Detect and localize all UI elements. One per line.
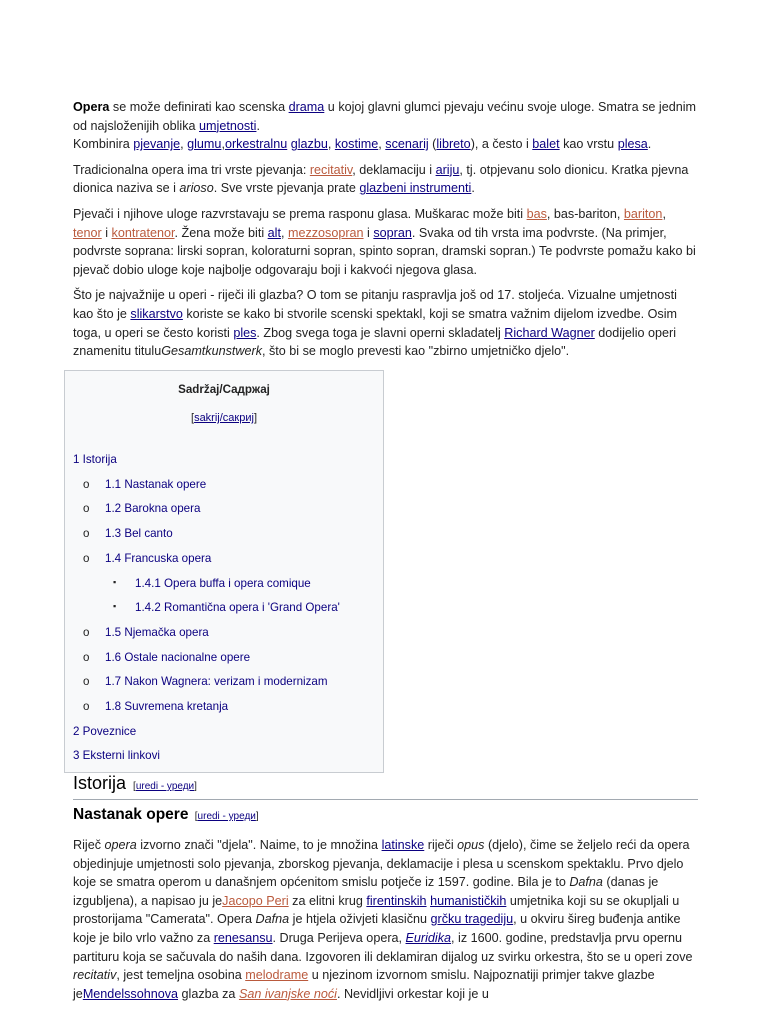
link-kontratenor[interactable]: kontratenor: [111, 225, 175, 240]
link-grcku-tragediju[interactable]: grčku tragediju: [430, 912, 514, 927]
heading-text: Nastanak opere: [73, 806, 189, 823]
link-tenor[interactable]: tenor: [73, 225, 102, 240]
text: ,: [280, 225, 288, 240]
text: .: [256, 118, 260, 133]
toc-bullet-circle: o: [83, 502, 90, 516]
text: kao vrstu: [559, 137, 618, 152]
edit-section: [133, 781, 197, 792]
link-humanistickih[interactable]: humanističkih: [430, 893, 507, 908]
italic-term: recitativ: [73, 968, 117, 983]
text: , iz 1600. godine, predstavlja prvu opernu partituru koja se sačuvala do naših dana. Izgovoren ili deklamiran dijalog uz svirku orkestra, što se u operi zove: [73, 930, 693, 964]
link-ples[interactable]: ples: [233, 325, 257, 340]
italic-term: Gesamtkunstwerk: [161, 344, 262, 359]
text: , bas-bariton,: [546, 206, 624, 221]
text: . Nevidljivi orkestar koji je u: [336, 986, 489, 1001]
bracket: [: [191, 412, 195, 424]
toc-item-label[interactable]: 1.3 Bel canto: [105, 527, 173, 541]
toc-item-label[interactable]: 1.4.1 Opera buffa i opera comique: [135, 576, 311, 590]
bracket: ]: [253, 412, 257, 424]
intro-paragraph-3: [73, 205, 698, 279]
text: .: [647, 137, 652, 152]
toc-item-label[interactable]: 1 Istorija: [73, 453, 117, 466]
toc-item-label[interactable]: 1.6 Ostale nacionalne opere: [105, 650, 251, 664]
intro-paragraph-1b: [73, 135, 698, 154]
text: ,: [662, 206, 666, 221]
bold-term: Opera: [73, 100, 110, 114]
italic-term: arioso: [179, 181, 214, 196]
bracket: [: [194, 811, 198, 822]
link-san-ivanjske-noci[interactable]: San ivanjske noći: [238, 986, 337, 1001]
intro-paragraph-1: [73, 98, 698, 135]
link-bariton[interactable]: bariton: [623, 206, 663, 221]
text: , deklamaciju i: [352, 162, 436, 177]
table-of-contents: [64, 370, 384, 773]
text: u njezinom izvornom smislu. Najpoznatiji primjer takve glazbe je: [73, 968, 655, 1001]
link-umjetnosti[interactable]: umjetnosti: [199, 118, 257, 133]
toc-item-label[interactable]: 2 Poveznice: [73, 724, 137, 738]
text: umjetnika koji su se okupljali u prostorijama "Camerata". Opera: [73, 893, 680, 927]
text: riječi: [424, 838, 458, 852]
toc-bullet-circle: o: [83, 700, 90, 713]
link-euridika[interactable]: Euridika: [405, 930, 452, 945]
link-glumu[interactable]: glumu: [187, 137, 222, 152]
text: , u okviru šireg buđenja antike koje je bilo vrlo važno za: [73, 912, 681, 945]
text: dodijelio operi znamenitu titulu: [73, 325, 676, 359]
text: ,: [327, 137, 335, 152]
link-sopran[interactable]: sopran: [373, 225, 412, 240]
italic-term: opus: [457, 838, 485, 852]
toc-bullet-square: ▪: [113, 576, 117, 587]
link-glazbu[interactable]: glazbu: [290, 137, 328, 152]
toc-bullet-circle: o: [83, 551, 90, 565]
text: glazba za: [178, 986, 239, 1001]
text: izvorno znači "djela". Naime, to je množina: [136, 838, 382, 852]
text: ), a često i: [470, 137, 533, 152]
italic-term: opera: [104, 838, 137, 852]
text: Tradicionalna opera ima tri vrste pjevanja:: [73, 162, 310, 177]
link-libreto[interactable]: libreto: [436, 137, 471, 152]
bracket: ]: [255, 811, 259, 822]
text: Kombinira: [73, 137, 134, 152]
link-slikarstvo[interactable]: slikarstvo: [130, 306, 183, 321]
bracket: [: [133, 781, 136, 792]
toc-bullet-circle: o: [83, 650, 90, 664]
toc-item-label[interactable]: 1.5 Njemačka opera: [105, 625, 209, 639]
text: je htjela oživjeti klasičnu: [289, 912, 431, 927]
link-orkestralnu[interactable]: orkestralnu: [224, 137, 288, 152]
text: i: [363, 225, 374, 240]
link-bas[interactable]: bas: [526, 206, 547, 221]
link-mezzosopran[interactable]: mezzosopran: [287, 225, 364, 240]
text: . Sve vrste pjevanja prate: [213, 181, 360, 196]
text: Pjevači i njihove uloge razvrstavaju se prema rasponu glasa. Muškarac može biti: [73, 206, 527, 221]
link-drama[interactable]: drama: [288, 100, 325, 114]
link-ariju[interactable]: ariju: [435, 162, 460, 177]
toc-bullet-circle: o: [83, 527, 90, 541]
text: .: [471, 181, 475, 196]
link-kostime[interactable]: kostime: [334, 137, 379, 152]
toc-toggle-link[interactable]: sakrij/сакриј: [194, 412, 254, 424]
text: ,: [221, 137, 225, 152]
toc-item-label[interactable]: 1.7 Nakon Wagnera: verizam i modernizam: [105, 675, 328, 689]
text: , jest temeljna osobina: [116, 968, 246, 983]
link-balet[interactable]: balet: [532, 137, 560, 152]
link-pjevanje[interactable]: pjevanje: [133, 137, 181, 152]
text: (: [428, 137, 437, 152]
bracket: ]: [194, 781, 197, 792]
toc-item-label[interactable]: 3 Eksterni linkovi: [73, 749, 160, 763]
text: u kojoj glavni glumci pjevaju većinu svoje uloge. Smatra se jednim od najsloženijih oblika: [73, 100, 697, 133]
edit-section: [195, 811, 259, 822]
italic-term: Dafna: [255, 912, 290, 927]
toc-toggle: [65, 412, 383, 424]
link-jacopo-peri[interactable]: Jacopo Peri: [222, 893, 289, 908]
italic-term: Dafna: [569, 875, 603, 890]
text: . Žena može biti: [174, 225, 268, 240]
link-alt[interactable]: alt: [267, 225, 281, 240]
link-plesa[interactable]: plesa: [617, 137, 648, 152]
text: i: [101, 225, 112, 240]
text: , tj. otpjevanu solo dionicu. Kratka pjevna dionica naziva se i: [73, 162, 689, 196]
text: za elitni krug: [288, 893, 367, 908]
text: (danas je izgubljena), a napisao ju je: [73, 875, 659, 908]
subsection-heading-nastanak: [73, 806, 259, 824]
text: . Svaka od tih vrsta ima podvrste. (Na primjer, podvrste soprana: lirski sopran, koloraturni sopran, spinto sopran, dramski sopran.) Te podvrste pomažu kako bi pjevač dobio uloge koje najbolje odgovaraju boji i kakvoći njegova glasa.: [73, 225, 696, 277]
link-renesansu[interactable]: renesansu: [213, 930, 273, 945]
link-scenarij[interactable]: scenarij: [385, 137, 429, 152]
section-heading-istorija: [73, 773, 698, 800]
article-intro: [73, 98, 698, 361]
intro-paragraph-4: [73, 286, 698, 360]
toc-item-label[interactable]: 1.4.2 Romantična opera i 'Grand Opera': [135, 601, 340, 615]
link-glazbeni-instrumenti[interactable]: glazbeni instrumenti: [359, 181, 472, 196]
text: (djelo), čime se željelo reći da opera objedinjuje umjetnosti solo pjevanja, zborskog pjevanja, deklamacije i plesa u scenskom spektaklu. Prvo djelo koje se smatra operom u današnjem općenitom smislu potječe iz 1597. godine. Bila je to: [73, 838, 690, 890]
toc-item-label[interactable]: 1.1 Nastanak opere: [105, 477, 207, 491]
toc-bullet-circle: o: [83, 675, 90, 689]
link-richard-wagner[interactable]: Richard Wagner: [504, 325, 595, 340]
heading-text: Istorija: [73, 773, 127, 793]
toc-item-label[interactable]: 1.8 Suvremena kretanja: [105, 700, 229, 713]
link-latinske[interactable]: latinske: [381, 838, 425, 852]
toc-bullet-circle: o: [83, 477, 90, 491]
edit-link[interactable]: uredi - уреди: [135, 781, 195, 792]
text: Što je najvažnije u operi - riječi ili glazba? O tom se pitanju raspravlja još od 17. stoljeća. Vizualne umjetnosti kao što je: [73, 288, 677, 321]
toc-title: Sadržaj/Садржај: [178, 383, 270, 396]
toc-bullet-circle: o: [83, 625, 90, 639]
text: . Druga Perijeva opera,: [272, 930, 406, 945]
text: koriste se kako bi stvorile scenski spektakl, koji se smatra važnim dijelom izvedbe. Osim toga, u operi se često koristi: [73, 306, 678, 340]
edit-link[interactable]: uredi - уреди: [197, 811, 256, 822]
link-melodrame[interactable]: melodrame: [245, 968, 309, 983]
text: , što bi se moglo prevesti kao "zbirno umjetničko djelo".: [262, 344, 570, 359]
link-firentinskih[interactable]: firentinskih: [366, 893, 427, 908]
link-mendelssohnova[interactable]: Mendelssohnova: [82, 986, 179, 1001]
text: ,: [378, 137, 386, 152]
text: se može definirati kao scenska: [109, 100, 289, 114]
section-paragraph: [73, 836, 698, 1003]
toc-item-label[interactable]: 1.4 Francuska opera: [105, 551, 212, 565]
text: ,: [180, 137, 188, 152]
toc-bullet-square: ▪: [113, 601, 117, 612]
link-recitativ[interactable]: recitativ: [309, 162, 353, 177]
intro-paragraph-2: [73, 161, 698, 198]
toc-item-label[interactable]: 1.2 Barokna opera: [105, 502, 201, 516]
section-body: [73, 836, 698, 1003]
text: Riječ: [73, 838, 105, 852]
text: . Zbog svega toga je slavni operni skladatelj: [256, 325, 505, 340]
